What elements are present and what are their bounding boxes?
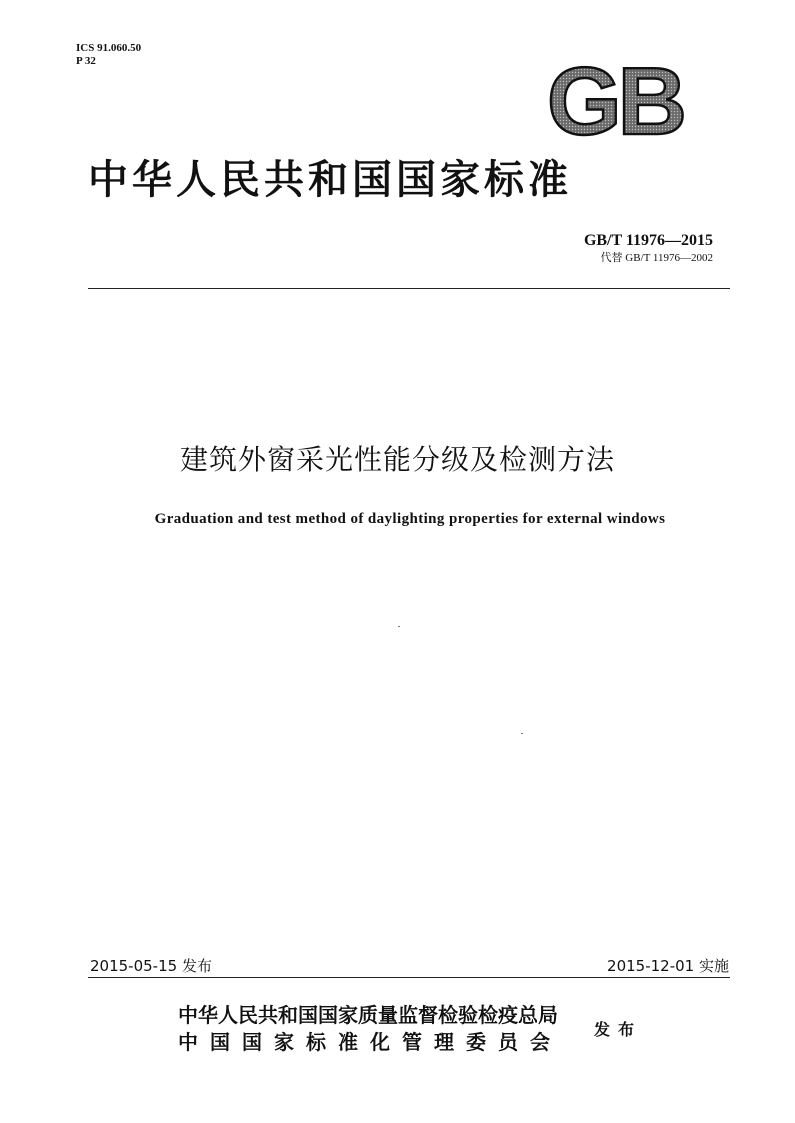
ics-code: ICS 91.060.50 (76, 42, 142, 54)
scan-speck (398, 626, 400, 627)
document-title-en: Graduation and test method of daylighting properties for external windows (154, 511, 666, 527)
issue-date: 2015-05-15 发布 (90, 957, 212, 975)
ccs-code: P 32 (76, 55, 96, 67)
gb-logo (538, 56, 692, 140)
header-divider (88, 288, 730, 289)
standard-category: 中华人民共和国国家标准 (88, 156, 572, 203)
footer-divider (88, 977, 730, 978)
replaces-standard: 代替 GB/T 11976—2002 (600, 252, 713, 264)
standard-number: GB/T 11976—2015 (583, 232, 713, 249)
implementation-date: 2015-12-01 实施 (607, 957, 729, 975)
issuer-sac: 中国国家标准化管理委员会 (178, 1030, 562, 1054)
gb-logo-text: GB (547, 56, 683, 140)
issuer-aqsiq: 中华人民共和国国家质量监督检验检疫总局 (178, 1003, 558, 1027)
scan-speck (521, 733, 523, 734)
publish-label: 发布 (594, 1020, 643, 1039)
document-title-zh: 建筑外窗采光性能分级及检测方法 (179, 443, 615, 476)
